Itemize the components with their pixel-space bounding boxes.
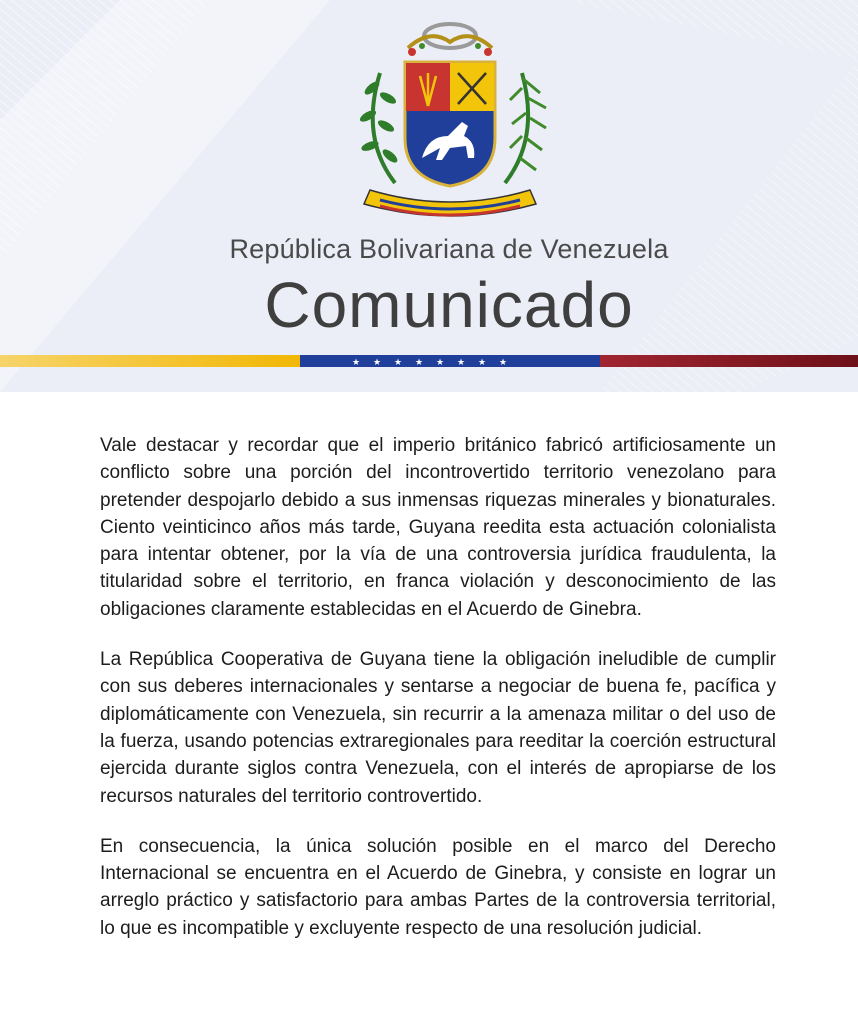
paragraph: En consecuencia, la única solución posible en el marco del Derecho Internacional se encuentra en el Acuerdo de Ginebra, y consiste en lograr un arreglo práctico y satisfactorio para ambas Partes de la controversia territorial, lo que es incompatible y excluyente respecto de una resolución judicial. (100, 835, 776, 939)
svg-text:★: ★ (477, 358, 487, 367)
svg-text:★: ★ (456, 358, 466, 367)
header-banner (0, 0, 858, 392)
paragraph: Vale destacar y recordar que el imperio británico fabricó artificiosamente un conflicto sobre una porción del incontrovertido territorio venezolano para pretender despojarlo debido a sus inmensas riquezas minerales y bionaturales. Ciento veinticinco años más tarde, Guyana reedita esta actuación colonialista para intentar obtener, por la vía de una controversia jurídica fraudulenta, la titularidad sobre el territorio, en franca violación y desconocimiento de las obligaciones claramente establecidas en el Acuerdo de Ginebra. (100, 435, 776, 620)
svg-text:★: ★ (351, 358, 361, 367)
communique-body (100, 432, 776, 965)
page-title: Comunicado (264, 269, 634, 341)
svg-text:★: ★ (414, 358, 424, 367)
svg-text:★: ★ (435, 358, 445, 367)
flag-stripe (0, 355, 858, 367)
svg-text:★: ★ (498, 358, 508, 367)
paragraph: La República Cooperativa de Guyana tiene la obligación ineludible de cumplir con sus deberes internacionales y sentarse a negociar de buena fe, pacífica y diplomáticamente con Venezuela, sin recurrir a la amenaza militar o del uso de la fuerza, usando potencias extraregionales para reeditar la coerción estructural ejercida durante siglos contra Venezuela, con el interés de apropiarse de los recursos naturales del territorio controvertido. (100, 649, 776, 807)
venezuela-coat-of-arms-icon (350, 18, 550, 230)
svg-text:★: ★ (372, 358, 382, 367)
svg-text:★: ★ (393, 358, 403, 367)
country-name: República Bolivariana de Venezuela (229, 234, 669, 264)
